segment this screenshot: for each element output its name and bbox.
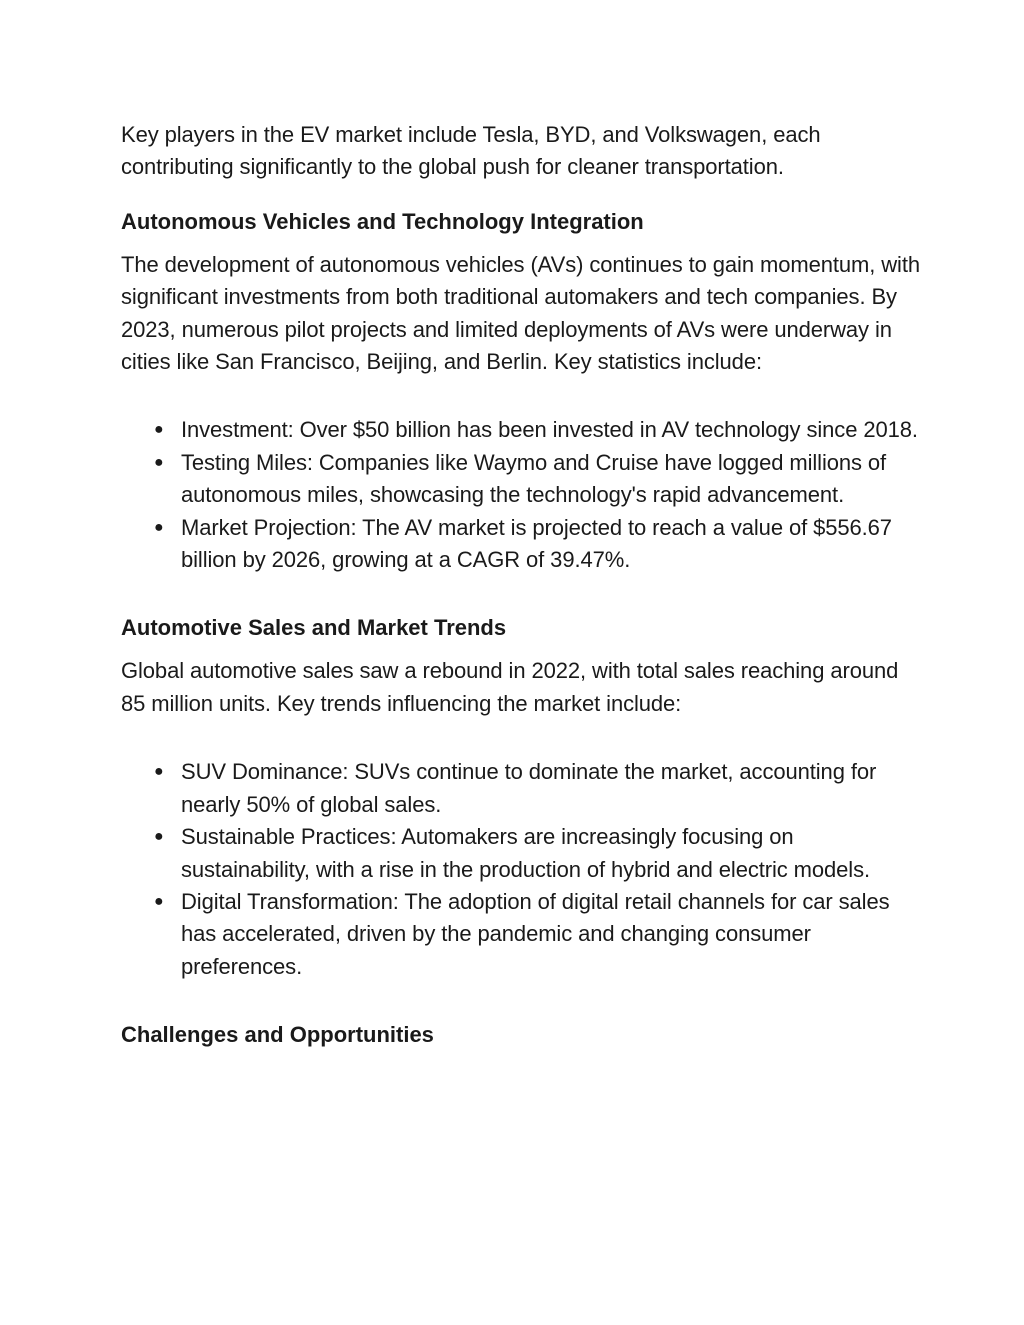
list-item (121, 414, 921, 446)
bullet-list-av-statistics (121, 414, 921, 576)
list-item (121, 886, 921, 983)
bullet-list-market-trends (121, 756, 921, 983)
list-item (121, 756, 921, 821)
list-item (121, 821, 921, 886)
bullet-icon: ● (154, 421, 164, 439)
bullet-icon: ● (154, 453, 164, 471)
list-item-text: Sustainable Practices: Automakers are increasingly focusing on sustainability, with a rise in the production of hybrid and electric models. (181, 824, 871, 882)
bullet-icon: ● (154, 518, 164, 536)
list-item-text: Investment: Over $50 billion has been invested in AV technology since 2018. (181, 417, 918, 443)
bullet-icon: ● (154, 892, 164, 910)
list-item-text: SUV Dominance: SUVs continue to dominate the market, accounting for nearly 50% of global sales. (181, 759, 877, 817)
intro-paragraph: Key players in the EV market include Tesla, BYD, and Volkswagen, each contributing significantly to the global push for cleaner transportation. (121, 122, 821, 180)
document-page (121, 119, 921, 1051)
section-heading-sales-trends: Automotive Sales and Market Trends (121, 615, 507, 641)
section-paragraph-sales-trends: Global automotive sales saw a rebound in 2022, with total sales reaching around 85 million units. Key trends influencing the market include: (121, 658, 899, 716)
section-heading-autonomous-vehicles: Autonomous Vehicles and Technology Integration (121, 208, 644, 234)
list-item-text: Digital Transformation: The adoption of digital retail channels for car sales has accelerated, driven by the pandemic and changing consumer preferences. (181, 888, 890, 979)
list-item-text: Market Projection: The AV market is projected to reach a value of $556.67 billion by 2026, growing at a CAGR of 39.47%. (181, 514, 892, 573)
section-heading-challenges: Challenges and Opportunities (121, 1022, 434, 1048)
list-item (121, 447, 921, 512)
bullet-icon: ● (154, 763, 164, 781)
list-item-text: Testing Miles: Companies like Waymo and Cruise have logged millions of autonomous miles, showcasing the technology's rapid advancement. (181, 449, 887, 508)
list-item (121, 512, 921, 577)
section-paragraph-autonomous-vehicles: The development of autonomous vehicles (AVs) continues to gain momentum, with significant investments from both traditional automakers and tech companies. By 2023, numerous pilot projects and limited deployments of AVs were underway in cities like San Francisco, Beijing, and Berlin. Key statistics include: (121, 251, 920, 375)
bullet-icon: ● (154, 828, 164, 846)
